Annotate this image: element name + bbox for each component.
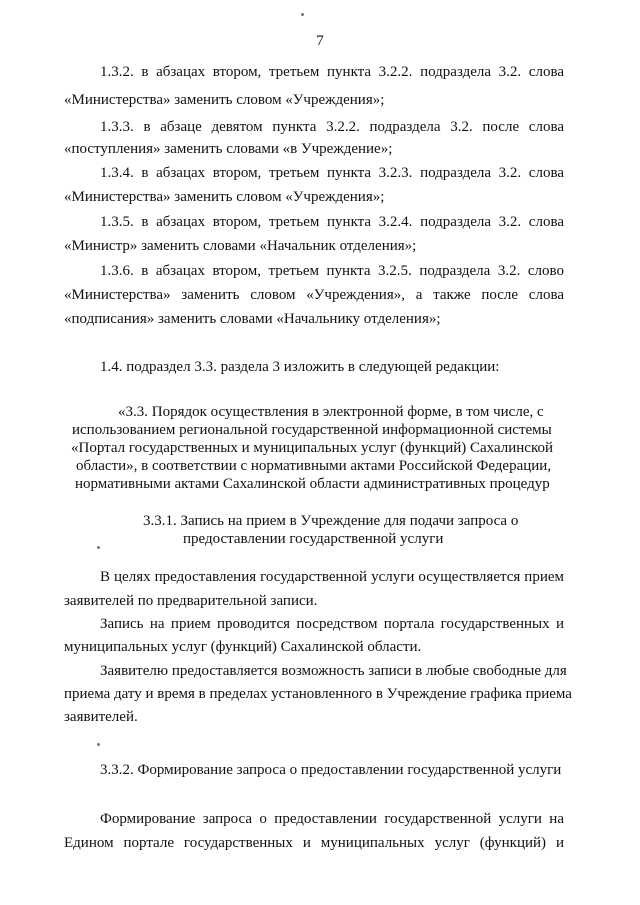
body-line: муниципальных услуг (функций) Сахалинской области. — [64, 639, 422, 655]
subheading-line: предоставлении государственной услуги — [183, 531, 444, 547]
paragraph-line: 1.4. подраздел 3.3. раздела 3 изложить в следующей редакции: — [100, 359, 500, 375]
body-line: Запись на прием проводится посредством портала государственных и — [100, 616, 564, 632]
body-line: приема дату и время в пределах установленного в Учреждение графика приема — [64, 686, 572, 702]
paragraph-line: «Министерства» заменить словом «Учреждения»; — [64, 92, 385, 108]
subheading-line: 3.3.2. Формирование запроса о предоставлении государственной услуги — [100, 762, 562, 778]
paragraph-line: 1.3.5. в абзацах втором, третьем пункта 3.2.4. подраздела 3.2. слова — [100, 214, 564, 230]
section-heading-line: использованием региональной государственной информационной системы — [72, 422, 552, 438]
body-line: заявителей по предварительной записи. — [64, 593, 318, 609]
body-line: Едином портале государственных и муниципальных услуг (функций) и — [64, 835, 564, 851]
paragraph-line: 1.3.6. в абзацах втором, третьем пункта 3.2.5. подраздела 3.2. слово — [100, 263, 564, 279]
paragraph-line: «Министр» заменить словами «Начальник отделения»; — [64, 238, 417, 254]
body-line: заявителей. — [64, 709, 138, 725]
paragraph-line: «Министерства» заменить словом «Учреждения», а также после слова — [64, 287, 564, 303]
body-line: Формирование запроса о предоставлении государственной услуги на — [100, 811, 564, 827]
paragraph-line: 1.3.3. в абзаце девятом пункта 3.2.2. подраздела 3.2. после слова — [100, 119, 564, 135]
paragraph-line: «Министерства» заменить словом «Учреждения»; — [64, 189, 385, 205]
paragraph-line: 1.3.2. в абзацах втором, третьем пункта 3.2.2. подраздела 3.2. слова — [100, 64, 564, 80]
section-heading-line: нормативными актами Сахалинской области административных процедур — [75, 476, 550, 492]
body-line: В целях предоставления государственной услуги осуществляется прием — [100, 569, 564, 585]
paragraph-line: «поступления» заменить словами «в Учреждение»; — [64, 141, 393, 157]
page-number: 7 — [316, 33, 324, 49]
scan-speck — [301, 13, 304, 16]
body-line: Заявителю предоставляется возможность записи в любые свободные для — [100, 663, 567, 679]
scan-speck — [97, 743, 100, 746]
subheading-line: 3.3.1. Запись на прием в Учреждение для подачи запроса о — [143, 513, 519, 529]
paragraph-line: «подписания» заменить словами «Начальнику отделения»; — [64, 311, 441, 327]
scan-speck — [97, 546, 100, 549]
paragraph-line: 1.3.4. в абзацах втором, третьем пункта 3.2.3. подраздела 3.2. слова — [100, 165, 564, 181]
section-heading-line: области», в соответствии с нормативными актами Российской Федерации, — [76, 458, 552, 474]
section-heading-line: «Портал государственных и муниципальных услуг (функций) Сахалинской — [71, 440, 554, 456]
section-heading-line: «3.3. Порядок осуществления в электронной форме, в том числе, с — [118, 404, 544, 420]
